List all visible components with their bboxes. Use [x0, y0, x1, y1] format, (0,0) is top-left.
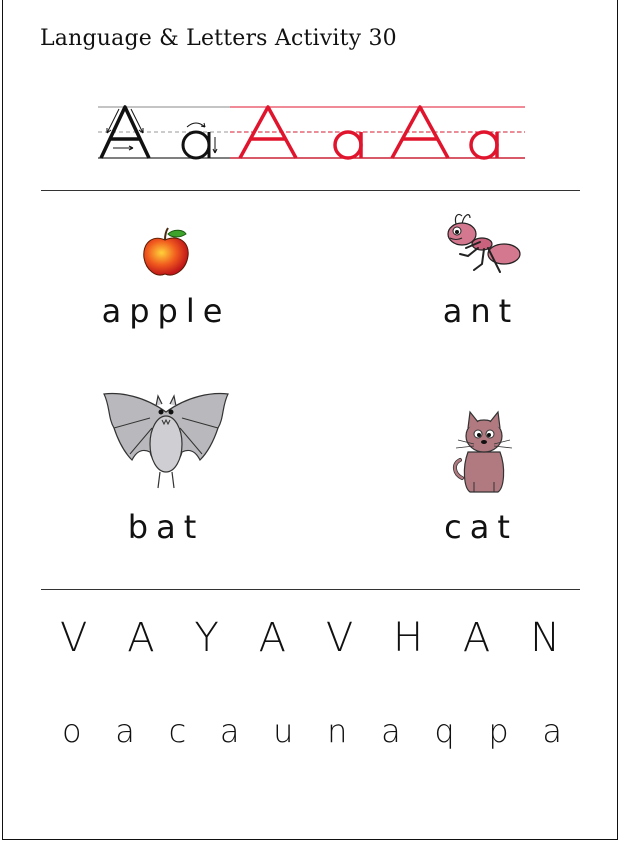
uppercase-letter[interactable]: N	[530, 615, 560, 661]
lowercase-letter[interactable]: p	[488, 712, 509, 750]
page-title: Language & Letters Activity 30	[40, 26, 397, 51]
uppercase-letter[interactable]: Y	[194, 615, 219, 661]
uppercase-letter[interactable]: A	[258, 615, 286, 661]
lowercase-letter[interactable]: n	[327, 712, 348, 750]
lowercase-letter[interactable]: u	[273, 712, 294, 750]
uppercase-letter[interactable]: H	[393, 615, 424, 661]
lowercase-letter[interactable]: o	[62, 712, 82, 750]
uppercase-letter[interactable]: V	[60, 615, 88, 661]
apple-icon	[140, 226, 192, 278]
traced-lowercase-a	[183, 132, 209, 158]
lowercase-letter[interactable]: a	[542, 712, 562, 750]
ant-icon	[440, 208, 522, 278]
bat-icon	[100, 388, 232, 496]
uppercase-letter-row	[60, 615, 560, 661]
lowercase-letter[interactable]: a	[219, 712, 240, 750]
lowercase-arrows	[187, 123, 217, 153]
lowercase-letter[interactable]: c	[168, 712, 187, 750]
word-cat: cat	[444, 508, 518, 546]
top-divider	[41, 190, 580, 191]
practice-lowercase-a-2	[471, 132, 497, 158]
stroke-direction-arrows	[107, 109, 143, 150]
word-bat: bat	[127, 508, 205, 546]
uppercase-letter[interactable]: V	[325, 615, 354, 661]
lowercase-letter[interactable]: a	[115, 712, 135, 750]
lowercase-letter-row	[62, 712, 562, 750]
practice-lowercase-a-1	[335, 132, 361, 158]
lowercase-letter[interactable]: q	[434, 712, 455, 750]
word-apple: apple	[101, 292, 231, 330]
uppercase-letter[interactable]: A	[462, 615, 491, 661]
lowercase-letter[interactable]: a	[381, 712, 401, 750]
uppercase-letter[interactable]: A	[127, 615, 155, 661]
word-ant: ant	[442, 292, 520, 330]
bottom-divider	[41, 589, 580, 590]
cat-icon	[448, 408, 518, 494]
letter-practice-lines	[95, 95, 527, 165]
